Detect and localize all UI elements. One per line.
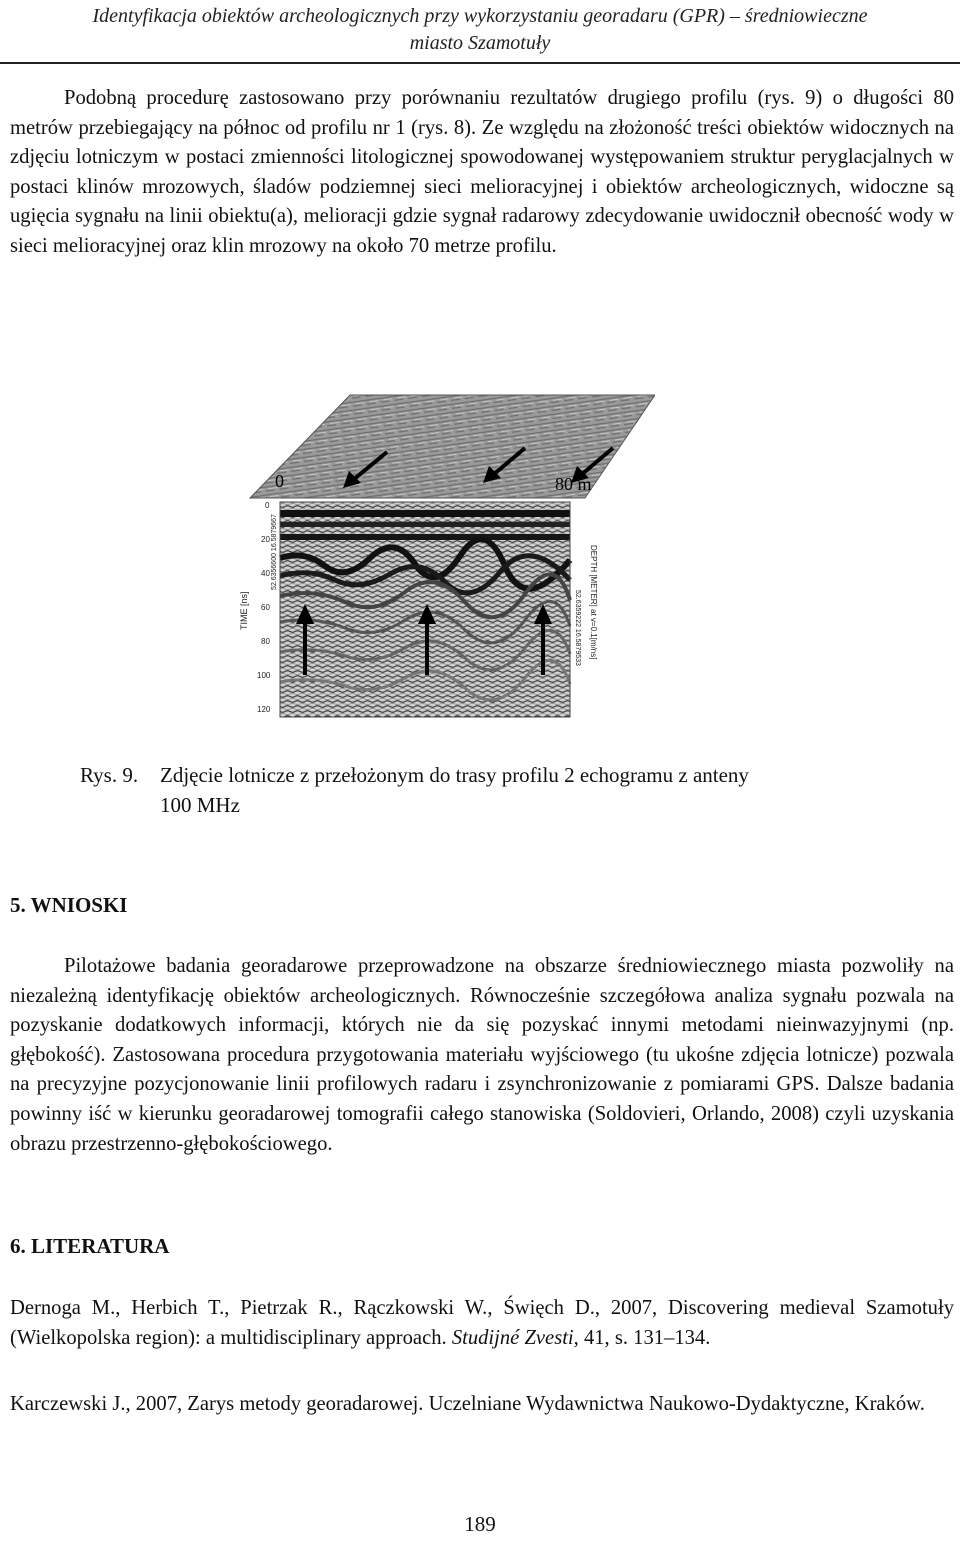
header-divider [0, 62, 960, 64]
caption-text-line2: 100 MHz [160, 793, 240, 817]
time-tick: 40 [261, 569, 270, 578]
depth-axis-label: DEPTH [METER] at v=0.1[m/ns] [589, 545, 598, 660]
coord-right: 52.6359222 16.5879533 [574, 590, 581, 666]
time-axis-label: TIME [ns] [239, 591, 249, 630]
time-tick: 20 [261, 535, 270, 544]
reference-text-end: , 41, s. 131–134. [573, 1326, 711, 1349]
figure-caption [80, 760, 900, 820]
profile-end-label: 80 m [555, 474, 592, 494]
running-header-line1: Identyfikacja obiektów archeologicznych przy wykorzystaniu georadaru (GPR) – średniowieczne [92, 5, 868, 27]
caption-label: Rys. 9. [80, 763, 139, 787]
figure-graphic [195, 390, 655, 730]
aerial-photo [250, 395, 655, 498]
time-tick: 60 [261, 603, 270, 612]
conclusions-paragraph: Pilotażowe badania georadarowe przeprowadzone na obszarze średniowiecznego miasta pozwoliły na niezależną identyfikację obiektów archeologicznych. Równocześnie szczegółowa analiza sygnału pozwala na pozyskanie dodatkowych informacji, których nie da się pozyskać innymi metodami nieinwazyjnymi (np. głębokość). Zastosowana procedura przygotowania materiału wyjściowego (tu ukośne zdjęcia lotnicze) pozwala na precyzyjne pozycjonowanie linii profilowych radaru i zsynchronizowanie z pomiarami GPS. Dalsze badania powinny iść w kierunku georadarowej tomografii całego stanowiska (Soldovieri, Orlando, 2008) czyli uzyskania obrazu przestrzenno-głębokościowego. [10, 955, 954, 1155]
reference-text: Dernoga M., Herbich T., Pietrzak R., Rączkowski W., Święch D., 2007, Discovering medieval Szamotuły (Wielkopolska region): a multidisciplinary approach. [10, 1297, 954, 1349]
running-header-line2: miasto Szamotuły [409, 32, 551, 54]
page-number: 189 [464, 1512, 496, 1536]
running-header [0, 0, 960, 57]
time-tick: 100 [257, 671, 271, 680]
time-tick: 120 [257, 705, 271, 714]
reference-journal: Studijné Zvesti [451, 1326, 574, 1349]
time-axis [257, 501, 271, 714]
figure-gpr-echogram [195, 390, 655, 730]
profile-start-label: 0 [275, 471, 284, 491]
intro-paragraph: Podobną procedurę zastosowano przy porównaniu rezultatów drugiego profilu (rys. 9) o długości 80 metrów przebiegający na północ od profilu nr 1 (rys. 8). Ze względu na złożoność treści obiektów widocznych na zdjęciu lotniczym w postaci zmienności litologicznej spowodowanej występowaniem struktur peryglacjalnych w postaci klinów mrozowych, śladów podziemnej sieci melioracyjnej i obiektów archeologicznych, widoczne są ugięcia sygnału na linii obiektu(a), melioracji gdzie sygnał radarowy zdecydowanie uwidocznił obecność wody w sieci melioracyjnej oraz klin mrozowy na około 70 metrze profilu. [10, 87, 954, 257]
time-tick: 80 [261, 637, 270, 646]
reference-text: Karczewski J., 2007, Zarys metody georadarowej. Uczelniane Wydawnictwa Naukowo-Dydaktyczne, Kraków. [10, 1393, 925, 1415]
section-heading-wnioski: 5. WNIOSKI [10, 893, 128, 917]
section-heading-literatura: 6. LITERATURA [10, 1234, 170, 1258]
caption-text-line1: Zdjęcie lotnicze z przełożonym do trasy profilu 2 echogramu z anteny [160, 763, 749, 787]
reference-entry [10, 1390, 954, 1420]
coord-left: 52.6356600 16.5879667 [271, 514, 278, 590]
time-tick: 0 [265, 501, 270, 510]
reference-entry [10, 1294, 954, 1353]
